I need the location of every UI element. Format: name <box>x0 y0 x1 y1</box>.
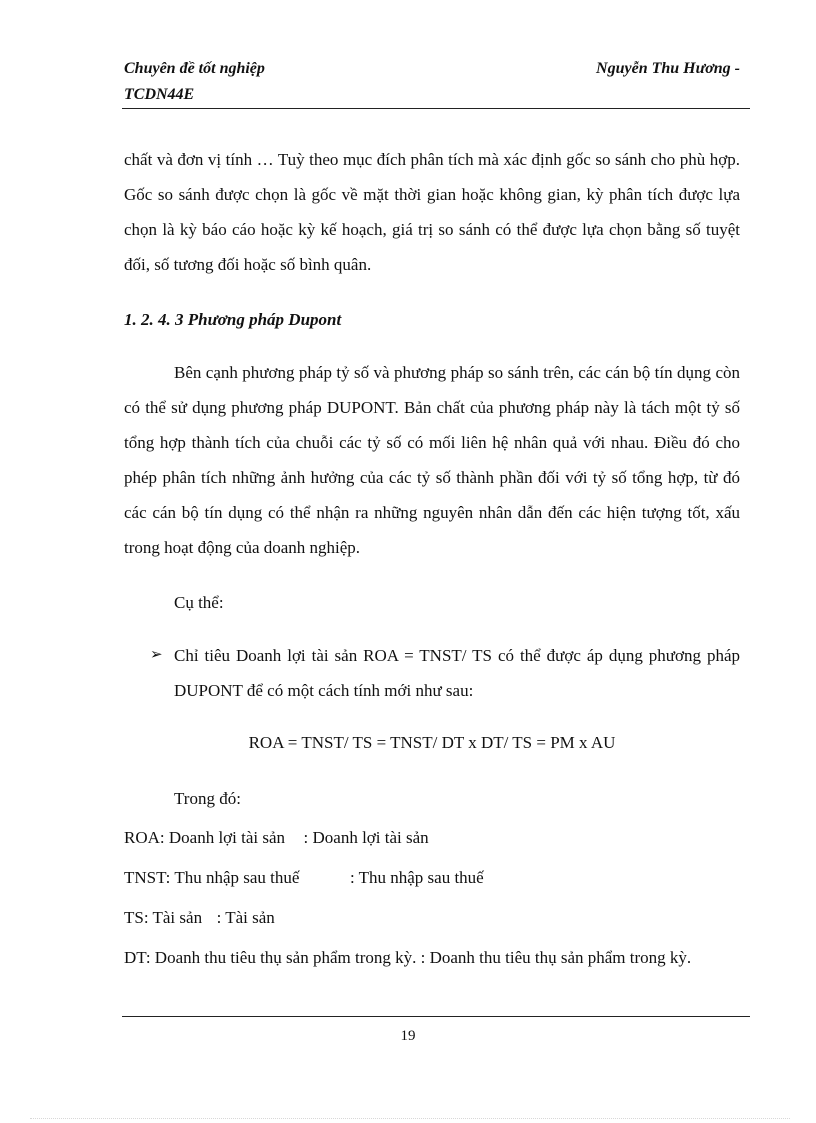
paragraph-1 <box>124 142 740 282</box>
paragraph-1-text: chất và đơn vị tính … Tuỳ theo mục đích phân tích mà xác định gốc so sánh cho phù hợp. Gốc so sánh được chọn là gốc về mặt thời gian hoặc không gian, kỳ phân tích được lựa chọn là kỳ báo cáo hoặc kỳ kế hoạch, giá trị so sánh có thể được lựa chọn bằng số tuyệt đối, số tương đối hoặc số bình quân. <box>124 150 740 274</box>
definition-term: ROA: Doanh lợi tài sản <box>124 828 286 847</box>
cu-the-label: Cụ thể: <box>174 593 224 612</box>
header-author: Nguyễn Thu Hương - <box>596 60 740 77</box>
trong-do-label: Trong đó: <box>174 789 241 808</box>
paragraph-2 <box>124 355 740 565</box>
definition-row <box>124 824 429 852</box>
bullet-text: Chỉ tiêu Doanh lợi tài sản ROA = TNST/ TS có thể được áp dụng phương pháp DUPONT để có một cách tính mới như sau: <box>174 646 740 700</box>
definition-dt-text: DT: Doanh thu tiêu thụ sản phẩm trong kỳ. : Doanh thu tiêu thụ sản phẩm trong kỳ. <box>124 948 692 967</box>
definition-row <box>124 904 275 932</box>
definition-term: TNST: Thu nhập sau thuế <box>124 868 300 887</box>
header-class-code: TCDN44E <box>124 86 195 103</box>
definition-term: TS: Tài sản <box>124 908 203 927</box>
page-number: 19 <box>400 1028 416 1044</box>
definition-desc: : Doanh lợi tài sản <box>303 828 429 847</box>
definition-row-dt <box>124 940 740 975</box>
roa-formula: ROA = TNST/ TS = TNST/ DT x DT/ TS = PM x AU <box>248 733 616 752</box>
definition-desc: : Tài sản <box>216 908 275 927</box>
arrow-bullet-icon: ➢ <box>150 647 163 663</box>
header-title: Chuyên đề tốt nghiệp <box>124 60 265 77</box>
section-heading: 1. 2. 4. 3 Phương pháp Dupont <box>124 310 342 329</box>
paragraph-2-text: Bên cạnh phương pháp tỷ số và phương pháp so sánh trên, các cán bộ tín dụng còn có thể sử dụng phương pháp DUPONT. Bản chất của phương pháp này là tách một tỷ số tổng hợp thành tích của chuỗi các tỷ số có mối liên hệ nhân quả với nhau. Điều đó cho phép phân tích những ảnh hưởng của các tỷ số thành phần đối với tỷ số tổng hợp, từ đó các cán bộ tín dụng có thể nhận ra những nguyên nhân dẫn đến các hiện tượng tốt, xấu trong hoạt động của doanh nghiệp. <box>124 363 740 557</box>
definition-desc: : Thu nhập sau thuế <box>349 868 484 887</box>
page-edge-dotted-line <box>30 1118 790 1119</box>
header-rule <box>122 108 750 109</box>
definition-row <box>124 864 484 892</box>
footer-rule <box>122 1016 750 1017</box>
